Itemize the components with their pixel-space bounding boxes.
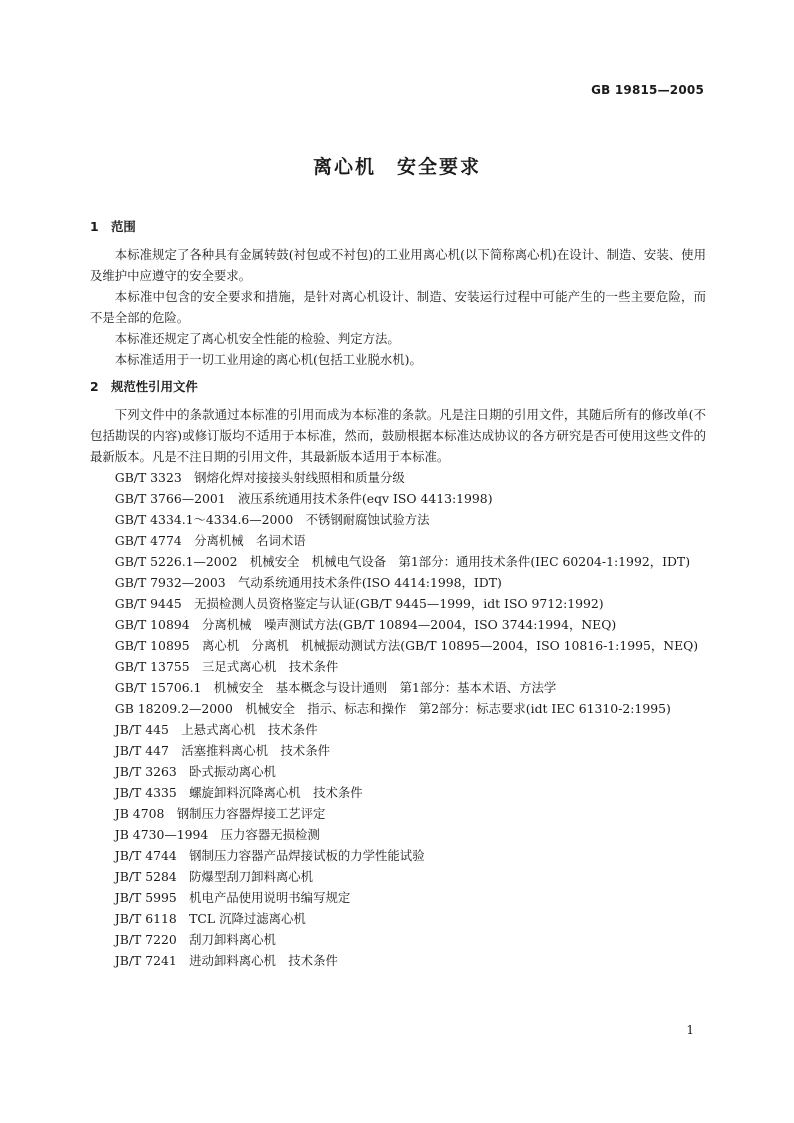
reference-item: JB/T 5995 机电产品使用说明书编写规定 xyxy=(114,890,351,905)
reference-item: GB/T 10894 分离机械 噪声测试方法(GB/T 10894—2004，ISO 3744:1994，NEQ) xyxy=(114,617,617,632)
reference-item: GB/T 10895 离心机 分离机 机械振动测试方法(GB/T 10895—2004，ISO 10816-1:1995，NEQ) xyxy=(114,638,699,653)
section-2-heading: 2 规范性引用文件 xyxy=(90,379,198,394)
reference-list xyxy=(90,467,706,971)
reference-item: JB/T 4744 钢制压力容器产品焊接试板的力学性能试验 xyxy=(114,848,425,863)
section-2-intro: 下列文件中的条款通过本标准的引用而成为本标准的条款。凡是注日期的引用文件，其随后所有的修改单(不包括勘误的内容)或修订版均不适用于本标准，然而，鼓励根据本标准达成协议的各方研究是否可使用这些文件的最新版本。凡是不注日期的引用文件，其最新版本适用于本标准。 xyxy=(90,407,706,464)
section-1-paragraph: 本标准还规定了离心机安全性能的检验、判定方法。 xyxy=(114,331,400,346)
reference-item: JB/T 4335 螺旋卸料沉降离心机 技术条件 xyxy=(114,785,363,800)
section-1-paragraph: 本标准适用于一切工业用途的离心机(包括工业脱水机)。 xyxy=(114,352,422,367)
standard-number: GB 19815—2005 xyxy=(591,83,704,97)
reference-item: GB/T 5226.1—2002 机械安全 机械电气设备 第1部分：通用技术条件(IEC 60204-1:1992，IDT) xyxy=(114,554,691,569)
reference-item: JB/T 445 上悬式离心机 技术条件 xyxy=(114,722,318,737)
reference-item: JB 4708 钢制压力容器焊接工艺评定 xyxy=(114,806,326,821)
reference-item: GB/T 3766—2001 液压系统通用技术条件(eqv ISO 4413:1998) xyxy=(114,491,493,506)
section-1-heading: 1 范围 xyxy=(90,219,136,234)
reference-item: JB/T 7220 刮刀卸料离心机 xyxy=(114,932,276,947)
reference-item: JB/T 7241 进动卸料离心机 技术条件 xyxy=(114,953,338,968)
section-1-paragraph: 本标准规定了各种具有金属转鼓(衬包或不衬包)的工业用离心机(以下简称离心机)在设计、制造、安装、使用及维护中应遵守的安全要求。 xyxy=(90,247,706,283)
reference-item: JB/T 6118 TCL 沉降过滤离心机 xyxy=(114,911,306,926)
reference-item: GB/T 15706.1 机械安全 基本概念与设计通则 第1部分：基本术语、方法学 xyxy=(114,680,557,695)
reference-item: GB/T 4774 分离机械 名词术语 xyxy=(114,533,306,548)
reference-item: GB/T 9445 无损检测人员资格鉴定与认证(GB/T 9445—1999，idt ISO 9712:1992) xyxy=(114,596,604,611)
page-number: 1 xyxy=(686,1023,694,1037)
reference-item: GB/T 3323 钢熔化焊对接接头射线照相和质量分级 xyxy=(114,470,405,485)
reference-item: GB/T 4334.1～4334.6—2000 不锈钢耐腐蚀试验方法 xyxy=(114,512,430,527)
section-1-paragraph: 本标准中包含的安全要求和措施，是针对离心机设计、制造、安装运行过程中可能产生的一些主要危险，而不是全部的危险。 xyxy=(90,289,706,325)
reference-item: GB/T 7932—2003 气动系统通用技术条件(ISO 4414:1998，IDT) xyxy=(114,575,502,590)
document-title: 离心机 安全要求 xyxy=(312,156,481,178)
reference-item: GB 18209.2—2000 机械安全 指示、标志和操作 第2部分：标志要求(idt IEC 61310-2:1995) xyxy=(114,701,671,716)
document-body xyxy=(90,216,706,971)
reference-item: JB/T 3263 卧式振动离心机 xyxy=(114,764,276,779)
reference-item: JB/T 5284 防爆型刮刀卸料离心机 xyxy=(114,869,314,884)
reference-item: JB/T 447 活塞推料离心机 技术条件 xyxy=(114,743,330,758)
reference-item: JB 4730—1994 压力容器无损检测 xyxy=(114,827,320,842)
reference-item: GB/T 13755 三足式离心机 技术条件 xyxy=(114,659,339,674)
